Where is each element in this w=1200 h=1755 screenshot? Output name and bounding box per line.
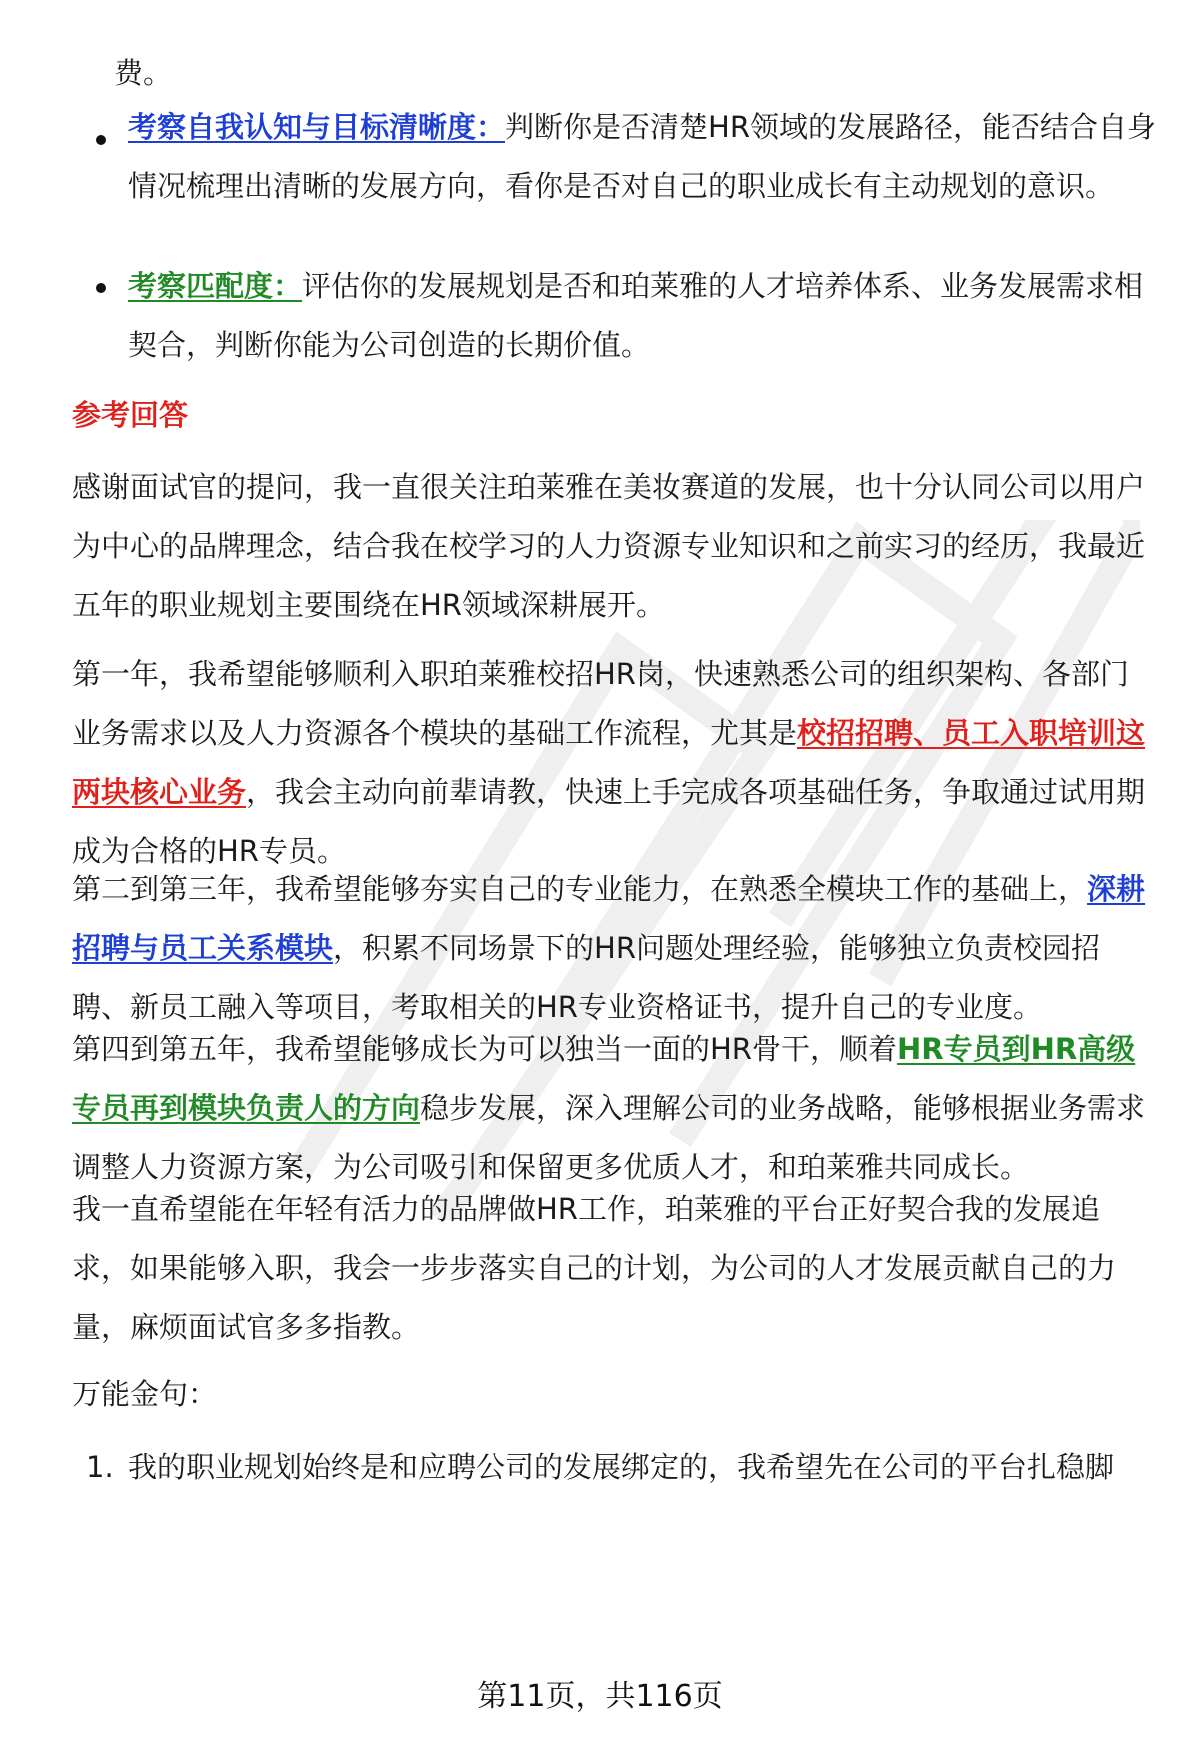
paragraph-text: 第一年，我希望能够顺利入职珀莱雅校招HR岗，快速熟悉公司的组织架构、各部门业务需求以及人力资源各个模块的基础工作流程，尤其是 (72, 657, 1129, 750)
year-two-three-paragraph (72, 860, 1152, 1037)
golden-sentences-heading: 万能金句： (72, 1377, 218, 1411)
paragraph-text: ，我会主动向前辈请教，快速上手完成各项基础任务，争取通过试用期成为合格的HR专员。 (72, 775, 1146, 868)
paragraph-text: 第四到第五年，我希望能够成长为可以独当一面的HR骨干，顺着 (72, 1032, 897, 1066)
page-footer: 第11页，共116页 (477, 1679, 723, 1714)
bullet-label: 考察匹配度： (128, 269, 303, 303)
bullet-text: 判断你是否清楚HR领域的发展路径，能否结合自身情况梳理出清晰的发展方向，看你是否对自己的职业成长有主动规划的意识。 (128, 110, 1156, 203)
closing-paragraph: 我一直希望能在年轻有活力的品牌做HR工作，珀莱雅的平台正好契合我的发展追求，如果能够入职，我会一步步落实自己的计划，为公司的人才发展贡献自己的力量，麻烦面试官多多指教。 (72, 1192, 1117, 1344)
year-four-five-paragraph (72, 1020, 1152, 1197)
highlight-text: 校招招聘、员工入职培训这两块核心业务 (72, 716, 1146, 809)
bullet-label: 考察自我认知与目标清晰度： (128, 110, 506, 144)
paragraph-text: 第二到第三年，我希望能够夯实自己的专业能力，在熟悉全模块工作的基础上， (72, 872, 1088, 906)
bullet-item-self-awareness (128, 98, 1158, 216)
bullet-item-fit (128, 257, 1158, 375)
bullet-text: 评估你的发展规划是否和珀莱雅的人才培养体系、业务发展需求相契合，判断你能为公司创造的长期价值。 (128, 269, 1144, 362)
highlight-text: 深耕招聘与员工关系模块 (72, 872, 1146, 965)
bullet-dot (96, 283, 106, 293)
golden-sentence-item: 我的职业规划始终是和应聘公司的发展绑定的，我希望先在公司的平台扎稳脚 (128, 1450, 1115, 1484)
continued-text: 费。 (114, 56, 173, 90)
reference-answer-heading: 参考回答 (72, 398, 189, 432)
year-one-paragraph (72, 645, 1152, 881)
paragraph-text: 稳步发展，深入理解公司的业务战略，能够根据业务需求调整人力资源方案，为公司吸引和保留更多优质人才，和珀莱雅共同成长。 (72, 1091, 1146, 1184)
intro-paragraph: 感谢面试官的提问，我一直很关注珀莱雅在美妆赛道的发展，也十分认同公司以用户为中心的品牌理念，结合我在校学习的人力资源专业知识和之前实习的经历，我最近五年的职业规划主要围绕在HR领域深耕展开。 (72, 470, 1146, 622)
list-number: 1. (86, 1450, 114, 1484)
bullet-dot (96, 135, 106, 145)
highlight-text: HR专员到HR高级专员再到模块负责人的方向 (72, 1032, 1136, 1125)
paragraph-text: ，积累不同场景下的HR问题处理经验，能够独立负责校园招聘、新员工融入等项目，考取相关的HR专业资格证书，提升自己的专业度。 (72, 931, 1100, 1024)
